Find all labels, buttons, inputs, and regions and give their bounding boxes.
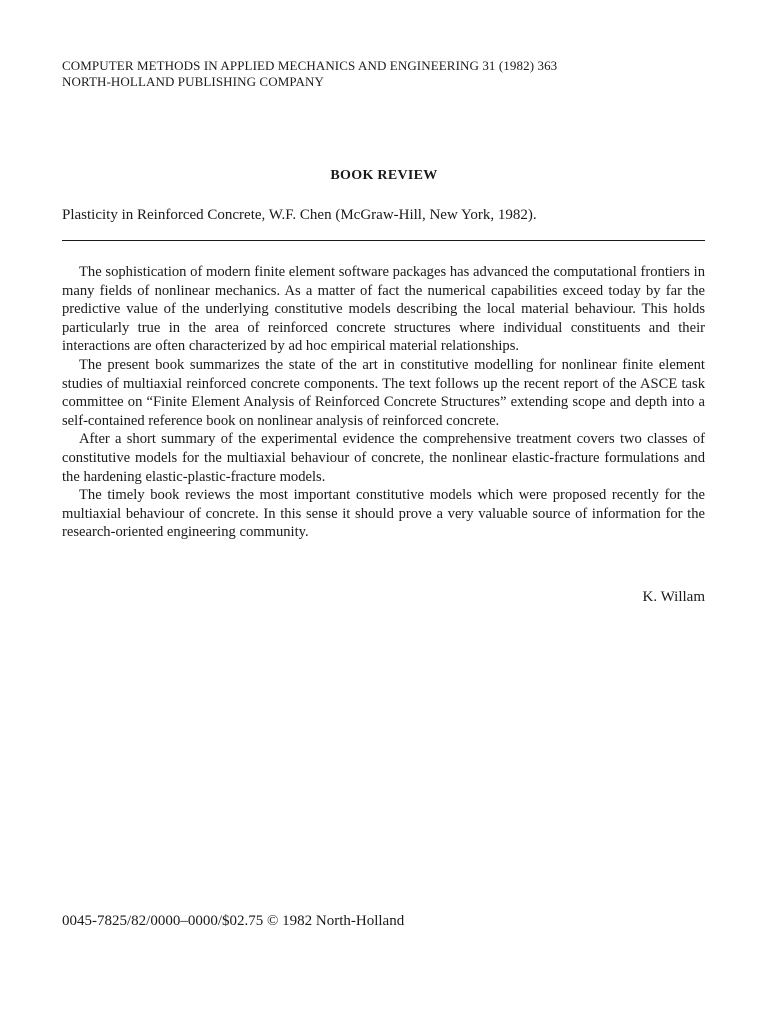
section-title: BOOK REVIEW (330, 168, 438, 183)
review-body (62, 263, 705, 542)
reviewer-name: K. Willam (642, 589, 705, 605)
review-paragraph: The present book summarizes the state of the art in constitutive modelling for nonlinear finite element studies of multiaxial reinforced concrete components. The text follows up the recent report of the ASCE task committee on “Finite Element Analysis of Reinforced Concrete Structures” extending scope and depth into a self-contained reference book on nonlinear analysis of reinforced concrete. (62, 356, 705, 429)
review-paragraph: The sophistication of modern finite element software packages has advanced the computational frontiers in many fields of nonlinear mechanics. As a matter of fact the numerical capabilities exceed today by far the predictive value of the underlying constitutive models describing the local material behaviour. This holds particularly true in the area of reinforced concrete structures where individual constituents and their interactions are often characterized by ad hoc empirical material relationships. (62, 264, 705, 355)
journal-citation: COMPUTER METHODS IN APPLIED MECHANICS AND ENGINEERING 31 (1982) 363 (62, 58, 558, 73)
reviewed-book-citation: Plasticity in Reinforced Concrete, W.F. Chen (McGraw-Hill, New York, 1982). (62, 207, 537, 223)
publisher-name: NORTH-HOLLAND PUBLISHING COMPANY (62, 74, 324, 89)
review-paragraph: After a short summary of the experimental evidence the comprehensive treatment covers two classes of constitutive models for the multiaxial behaviour of concrete, the nonlinear elastic-fracture formulations and the hardening elastic-plastic-fracture models. (62, 431, 705, 485)
copyright-line: 0045-7825/82/0000–0000/$02.75 © 1982 North-Holland (62, 913, 405, 929)
review-paragraph: The timely book reviews the most important constitutive models which were proposed recently for the multiaxial behaviour of concrete. In this sense it should prove a very valuable source of information for the research-oriented engineering community. (62, 487, 705, 541)
journal-header (62, 58, 557, 90)
horizontal-divider (62, 240, 705, 241)
